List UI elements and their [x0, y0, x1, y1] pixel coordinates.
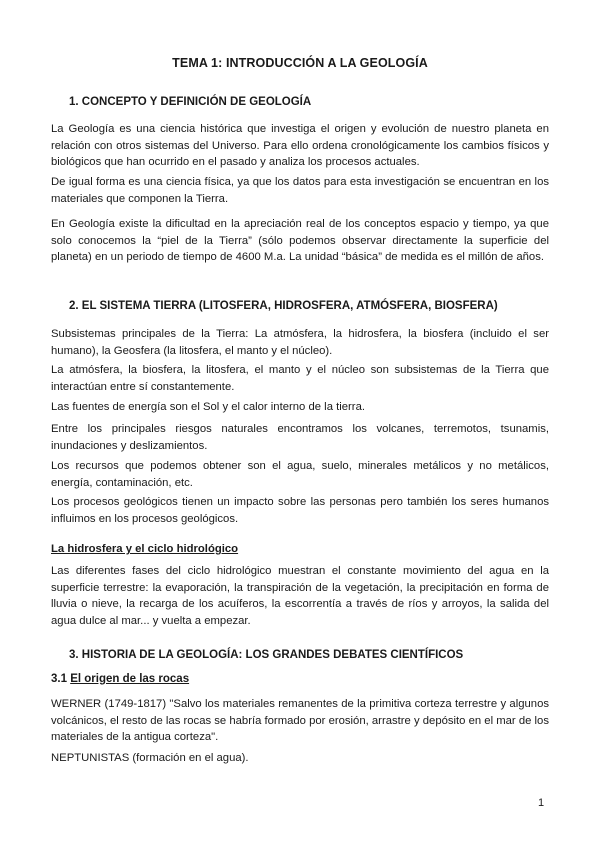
section-3-paragraph-2: NEPTUNISTAS (formación en el agua).	[51, 752, 249, 764]
page-number: 1	[538, 797, 545, 809]
section-3-paragraph-1: WERNER (1749-1817) "Salvo los materiales remanentes de la primitiva corteza terrestre y algunos volcánicos, el resto de las rocas se habría formado por erosión, arrastre y depósito en el mar de los materiales de la antigua corteza".	[51, 698, 549, 743]
subsection-3-1-number: 3.1	[51, 673, 67, 685]
section-2-heading: 2. EL SISTEMA TIERRA (LITOSFERA, HIDROSFERA, ATMÓSFERA, BIOSFERA)	[69, 300, 498, 312]
document-title: TEMA 1: INTRODUCCIÓN A LA GEOLOGÍA	[172, 56, 428, 70]
section-1-paragraph-2: De igual forma es una ciencia física, ya que los datos para esta investigación se encuentran en los materiales que componen la Tierra.	[51, 176, 549, 205]
section-2-paragraph-5: Los recursos que podemos obtener son el agua, suelo, minerales metálicos y no metálicos, energía, contaminación, etc.	[51, 460, 549, 489]
section-2-paragraph-2: La atmósfera, la biosfera, la litosfera, el manto y el núcleo son subsistemas de la Tierra que interactúan entre sí constantemente.	[51, 364, 549, 393]
section-2-paragraph-3: Las fuentes de energía son el Sol y el calor interno de la tierra.	[51, 401, 365, 413]
section-1-paragraph-1: La Geología es una ciencia histórica que investiga el origen y evolución de nuestro planeta en relación con otros sistemas del Universo. Para ello ordena cronológicamente los cambios físicos y biológicos que han ocurrido en el pasado y analiza los procesos actuales.	[51, 123, 549, 168]
section-1-paragraph-3: En Geología existe la dificultad en la apreciación real de los conceptos espacio y tiempo, ya que solo conocemos la “piel de la Tierra” (sólo podemos observar directamente la superficie del planeta) en un periodo de tiempo de 4600 M.a. La unidad “básica” de medida es el millón de años.	[51, 218, 549, 263]
section-2-paragraph-1: Subsistemas principales de la Tierra: La atmósfera, la hidrosfera, la biosfera (incluido el ser humano), la Geosfera (la litosfera, el manto y el núcleo).	[51, 328, 549, 357]
section-2-paragraph-4: Entre los principales riesgos naturales encontramos los volcanes, terremotos, tsunamis, inundaciones y deslizamientos.	[51, 423, 549, 452]
section-2-paragraph-6: Los procesos geológicos tienen un impacto sobre las personas pero también los seres humanos influimos en los procesos geológicos.	[51, 496, 549, 525]
section-3-heading: 3. HISTORIA DE LA GEOLOGÍA: LOS GRANDES DEBATES CIENTÍFICOS	[69, 649, 464, 661]
section-1-heading: 1. CONCEPTO Y DEFINICIÓN DE GEOLOGÍA	[69, 96, 312, 108]
subsection-3-1-heading	[51, 673, 189, 685]
subsection-3-1-title: El origen de las rocas	[70, 673, 190, 685]
hydrosphere-subheading: La hidrosfera y el ciclo hidrológico	[51, 543, 239, 555]
section-2-paragraph-7: Las diferentes fases del ciclo hidrológico muestran el constante movimiento del agua en la superficie terrestre: la evaporación, la transpiración de la vegetación, la precipitación en forma de lluvia o nieve, la recarga de los acuíferos, la escorrentía a través de ríos y arroyos, la salida del agua dulce al mar... y vuelta a empezar.	[51, 565, 549, 627]
